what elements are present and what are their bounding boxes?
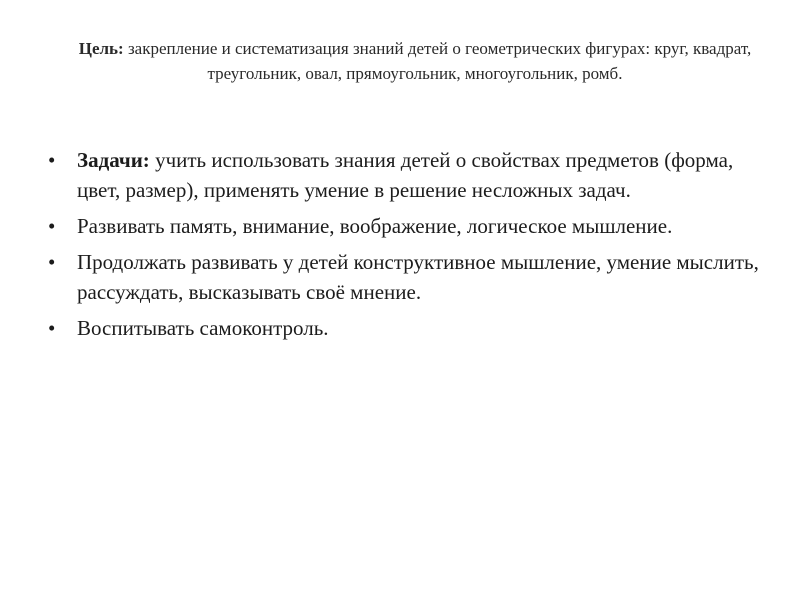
task-item-2 (44, 211, 764, 241)
task-text-3: Продолжать развивать у детей конструктивное мышление, умение мыслить, рассуждать, высказывать своё мнение. (77, 250, 759, 304)
goal-text: закрепление и систематизация знаний детей о геометрических фигурах: круг, квадрат, треугольник, овал, прямоугольник, многоугольник, ромб. (127, 39, 752, 83)
bullet-icon: • (48, 316, 56, 340)
bullet-icon: • (48, 148, 56, 172)
goal-label: Цель: (78, 39, 124, 58)
task-item-3 (44, 247, 764, 307)
task-text-2: Развивать память, внимание, воображение, логическое мышление. (77, 214, 673, 238)
tasks-list (44, 145, 764, 349)
tasks-label: Задачи: (77, 148, 150, 172)
task-item-1 (44, 145, 764, 205)
task-text-4: Воспитывать самоконтроль. (77, 316, 329, 340)
goal-paragraph (70, 36, 760, 86)
task-text-1: учить использовать знания детей о свойствах предметов (форма, цвет, размер), применять умение в решение несложных задач. (77, 148, 734, 202)
bullet-icon: • (48, 250, 56, 274)
task-item-4 (44, 313, 764, 343)
bullet-icon: • (48, 214, 56, 238)
